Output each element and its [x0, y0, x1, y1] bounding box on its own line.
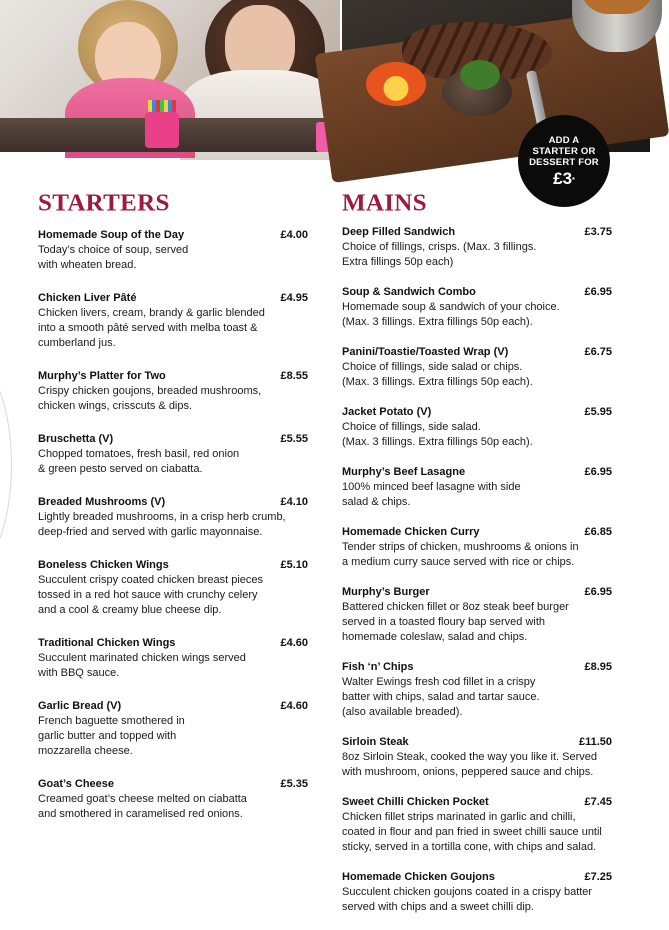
starter-item-header — [38, 432, 308, 447]
dish-name: Homemade Chicken Goujons — [342, 871, 495, 883]
starter-item — [38, 495, 308, 540]
dish-name: Jacket Potato (V) — [342, 406, 432, 418]
dish-price: £11.50 — [578, 736, 612, 748]
dish-price: £4.10 — [280, 496, 308, 508]
starter-item — [38, 369, 308, 414]
dish-price: £8.55 — [280, 370, 308, 382]
starter-item — [38, 636, 308, 681]
dish-name: Murphy’s Beef Lasagne — [342, 466, 466, 478]
starter-item-header — [38, 228, 308, 243]
dish-price: £6.95 — [584, 286, 612, 298]
dish-name: Bruschetta (V) — [38, 433, 114, 445]
dish-price: £7.45 — [584, 796, 612, 808]
decorative-arc — [0, 360, 12, 570]
dish-price: £5.35 — [280, 778, 308, 790]
dish-price: £5.55 — [280, 433, 308, 445]
dish-description-line: 100% minced beef lasagne with side — [342, 481, 521, 493]
dish-description-line: Choice of fillings, side salad or chips. — [342, 361, 523, 373]
main-item-header — [342, 870, 612, 885]
dish-description-line: (Max. 3 fillings. Extra fillings 50p each). — [342, 376, 533, 388]
dish-description-line: with wheaten bread. — [38, 259, 137, 271]
main-item — [342, 465, 612, 510]
dish-name: Garlic Bread (V) — [38, 700, 122, 712]
dish-description-line: coated in flour and pan fried in sweet chilli sauce until — [342, 826, 602, 838]
starter-item-header — [38, 699, 308, 714]
main-item — [342, 870, 612, 915]
dish-description-line: Chopped tomatoes, fresh basil, red onion — [38, 448, 240, 460]
steak-photo — [342, 0, 650, 152]
main-item — [342, 345, 612, 390]
dish-description-line: Choice of fillings, crisps. (Max. 3 fillings. — [342, 241, 537, 253]
starter-item — [38, 228, 308, 273]
promo-line-2: STARTER OR — [532, 145, 596, 157]
starter-item — [38, 777, 308, 822]
dish-description-line: Tender strips of chicken, mushrooms & onions in — [342, 541, 579, 553]
promo-badge — [518, 115, 610, 207]
dish-name: Fish ‘n’ Chips — [342, 661, 414, 673]
main-item — [342, 225, 612, 270]
starter-item — [38, 699, 308, 759]
dish-price: £7.25 — [584, 871, 612, 883]
starter-item-header — [38, 495, 308, 510]
dish-price: £4.60 — [280, 637, 308, 649]
dish-description-line: Choice of fillings, side salad. — [342, 421, 481, 433]
starters-list — [38, 228, 308, 822]
dish-price: £6.85 — [584, 526, 612, 538]
dish-price: £8.95 — [584, 661, 612, 673]
starters-section — [38, 190, 308, 840]
dish-description-line: Creamed goat’s cheese melted on ciabatta — [38, 793, 247, 805]
dish-description-line: deep-fried and served with garlic mayonnaise. — [38, 526, 263, 538]
starter-item — [38, 291, 308, 351]
main-item-header — [342, 525, 612, 540]
mains-section — [342, 190, 612, 930]
dish-price: £5.95 — [584, 406, 612, 418]
starter-item-header — [38, 636, 308, 651]
starter-item-header — [38, 291, 308, 306]
dish-description-line: Homemade soup & sandwich of your choice. — [342, 301, 560, 313]
dish-description-line: and a cool & creamy blue cheese dip. — [38, 604, 222, 616]
dish-description-line: 8oz Sirloin Steak, cooked the way you like it. Served — [342, 751, 597, 763]
promo-price: £3* — [553, 168, 575, 188]
promo-line-3: DESSERT FOR — [529, 156, 599, 168]
dish-price: £5.10 — [280, 559, 308, 571]
dish-description-line: into a smooth pâté served with melba toast & — [38, 322, 258, 334]
dish-description-line: tossed in a red hot sauce with crunchy celery — [38, 589, 258, 601]
dish-description-line: Today’s choice of soup, served — [38, 244, 189, 256]
promo-asterisk: * — [572, 176, 575, 184]
dish-description-line: garlic butter and topped with — [38, 730, 177, 742]
dish-price: £4.00 — [280, 229, 308, 241]
dish-description-line: mozzarella cheese. — [38, 745, 133, 757]
dish-price: £6.95 — [584, 466, 612, 478]
main-item — [342, 585, 612, 645]
dish-description-line: with mushroom, onions, peppered sauce and chips. — [342, 766, 594, 778]
main-item-header — [342, 735, 612, 750]
dish-description-line: served in a toasted floury bap served with — [342, 616, 546, 628]
dish-description-line: Extra fillings 50p each) — [342, 256, 454, 268]
main-item — [342, 660, 612, 720]
starter-item-header — [38, 777, 308, 792]
dish-description-line: chicken wings, crisscuts & dips. — [38, 400, 193, 412]
dish-name: Boneless Chicken Wings — [38, 559, 169, 571]
dish-name: Panini/Toastie/Toasted Wrap (V) — [342, 346, 509, 358]
main-item-header — [342, 660, 612, 675]
dish-name: Homemade Chicken Curry — [342, 526, 480, 538]
dish-description-line: with BBQ sauce. — [38, 667, 120, 679]
dish-name: Homemade Soup of the Day — [38, 229, 185, 241]
promo-line-1: ADD A — [548, 134, 580, 146]
dish-description-line: Chicken fillet strips marinated in garlic and chilli, — [342, 811, 576, 823]
dish-description-line: (also available breaded). — [342, 706, 463, 718]
dish-description-line: cumberland jus. — [38, 337, 116, 349]
main-item — [342, 735, 612, 780]
starter-item — [38, 432, 308, 477]
dish-description-line: French baguette smothered in — [38, 715, 185, 727]
dish-name: Murphy’s Platter for Two — [38, 370, 166, 382]
dish-price: £4.60 — [280, 700, 308, 712]
main-item-header — [342, 465, 612, 480]
dish-description-line: homemade coleslaw, salad and chips. — [342, 631, 528, 643]
dish-description-line: Walter Ewings fresh cod fillet in a crispy — [342, 676, 536, 688]
main-item-header — [342, 585, 612, 600]
main-item-header — [342, 345, 612, 360]
dish-name: Traditional Chicken Wings — [38, 637, 176, 649]
dish-description-line: Succulent crispy coated chicken breast pieces — [38, 574, 264, 586]
dish-description-line: Succulent chicken goujons coated in a crispy batter — [342, 886, 593, 898]
main-item-header — [342, 225, 612, 240]
dish-description-line: sticky, served in a tortilla cone, with chips and salad. — [342, 841, 597, 853]
dish-name: Breaded Mushrooms (V) — [38, 496, 166, 508]
dish-name: Sweet Chilli Chicken Pocket — [342, 796, 489, 808]
dish-description-line: batter with chips, salad and tartar sauce. — [342, 691, 540, 703]
main-item-header — [342, 795, 612, 810]
dish-description-line: Battered chicken fillet or 8oz steak beef burger — [342, 601, 569, 613]
dish-description-line: Succulent marinated chicken wings served — [38, 652, 246, 664]
dish-description-line: and smothered in caramelised red onions. — [38, 808, 243, 820]
main-item-header — [342, 405, 612, 420]
mains-list — [342, 225, 612, 915]
main-item — [342, 795, 612, 855]
dish-price: £6.75 — [584, 346, 612, 358]
dish-name: Chicken Liver Pâté — [38, 292, 137, 304]
main-item — [342, 525, 612, 570]
family-photo — [0, 0, 340, 152]
main-item-header — [342, 285, 612, 300]
dish-description-line: (Max. 3 fillings. Extra fillings 50p each). — [342, 316, 533, 328]
dish-name: Soup & Sandwich Combo — [342, 286, 476, 298]
dish-description-line: & green pesto served on ciabatta. — [38, 463, 203, 475]
dish-name: Goat’s Cheese — [38, 778, 115, 790]
dish-name: Murphy’s Burger — [342, 586, 430, 598]
starter-item — [38, 558, 308, 618]
starter-item-header — [38, 558, 308, 573]
starters-title: STARTERS — [38, 190, 170, 217]
dish-name: Sirloin Steak — [342, 736, 409, 748]
dish-description-line: (Max. 3 fillings. Extra fillings 50p each). — [342, 436, 533, 448]
starter-item-header — [38, 369, 308, 384]
dish-description-line: Chicken livers, cream, brandy & garlic blended — [38, 307, 265, 319]
dish-description-line: served with chips and a sweet chilli dip. — [342, 901, 534, 913]
dish-description-line: a medium curry sauce served with rice or chips. — [342, 556, 575, 568]
main-item — [342, 285, 612, 330]
dish-name: Deep Filled Sandwich — [342, 226, 456, 238]
dish-price: £4.95 — [280, 292, 308, 304]
dish-description-line: salad & chips. — [342, 496, 411, 508]
dish-price: £6.95 — [584, 586, 612, 598]
dish-price: £3.75 — [584, 226, 612, 238]
dish-description-line: Crispy chicken goujons, breaded mushrooms, — [38, 385, 262, 397]
main-item — [342, 405, 612, 450]
mains-title: MAINS — [342, 190, 427, 217]
dish-description-line: Lightly breaded mushrooms, in a crisp herb crumb, — [38, 511, 286, 523]
